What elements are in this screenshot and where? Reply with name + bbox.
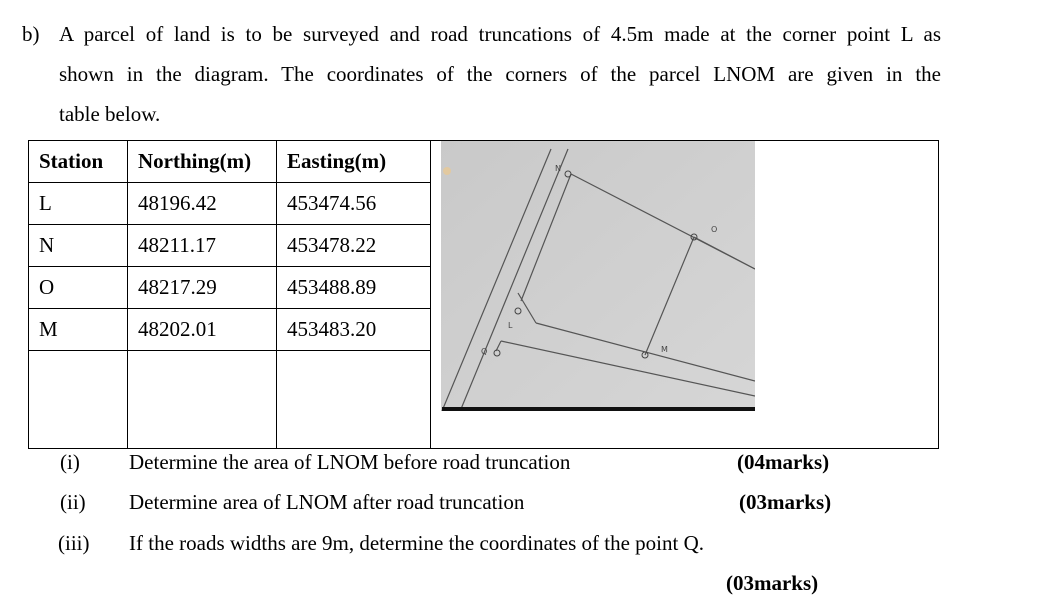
photo-background	[441, 141, 755, 411]
part-ii-marks: (03marks)	[739, 490, 832, 514]
easting-cell: 453478.22	[277, 225, 431, 267]
easting-cell: 453488.89	[277, 267, 431, 309]
part-iii-number: (iii)	[58, 531, 90, 555]
part-ii-number: (ii)	[60, 490, 86, 514]
northing-cell: 48202.01	[128, 309, 277, 351]
photo-bottom-rule	[442, 407, 755, 411]
question-line-2: shown in the diagram. The coordinates of the corners of the parcel LNOM are given in the	[59, 62, 941, 86]
question-label: b)	[22, 22, 40, 46]
part-ii-text: Determine area of LNOM after road truncation	[129, 490, 525, 514]
header-easting: Easting(m)	[277, 141, 431, 183]
station-cell: M	[29, 309, 128, 351]
label-o: O	[711, 225, 718, 234]
station-cell: N	[29, 225, 128, 267]
empty-cell	[128, 351, 277, 449]
question-line-3: table below.	[59, 102, 161, 126]
part-i-marks: (04marks)	[737, 450, 830, 474]
paper-mark	[443, 167, 451, 175]
part-i-text: Determine the area of LNOM before road truncation	[129, 450, 571, 474]
northing-cell: 48211.17	[128, 225, 277, 267]
part-iii-text: If the roads widths are 9m, determine the coordinates of the point Q.	[129, 531, 704, 555]
label-q: Q	[481, 347, 488, 356]
parcel-diagram-photo	[441, 141, 755, 411]
question-line-1: A parcel of land is to be surveyed and road truncations of 4.5m made at the corner point L as	[59, 22, 941, 46]
northing-cell: 48196.42	[128, 183, 277, 225]
northing-cell: 48217.29	[128, 267, 277, 309]
label-n: N	[555, 164, 561, 173]
easting-cell: 453474.56	[277, 183, 431, 225]
easting-cell: 453483.20	[277, 309, 431, 351]
parcel-diagram	[441, 141, 755, 411]
empty-cell	[29, 351, 128, 449]
part-i-number: (i)	[60, 450, 80, 474]
empty-cell	[277, 351, 431, 449]
header-northing: Northing(m)	[128, 141, 277, 183]
label-l: L	[508, 321, 513, 330]
header-station: Station	[29, 141, 128, 183]
station-cell: L	[29, 183, 128, 225]
label-m: M	[661, 345, 668, 354]
station-cell: O	[29, 267, 128, 309]
part-iii-marks: (03marks)	[726, 571, 819, 595]
